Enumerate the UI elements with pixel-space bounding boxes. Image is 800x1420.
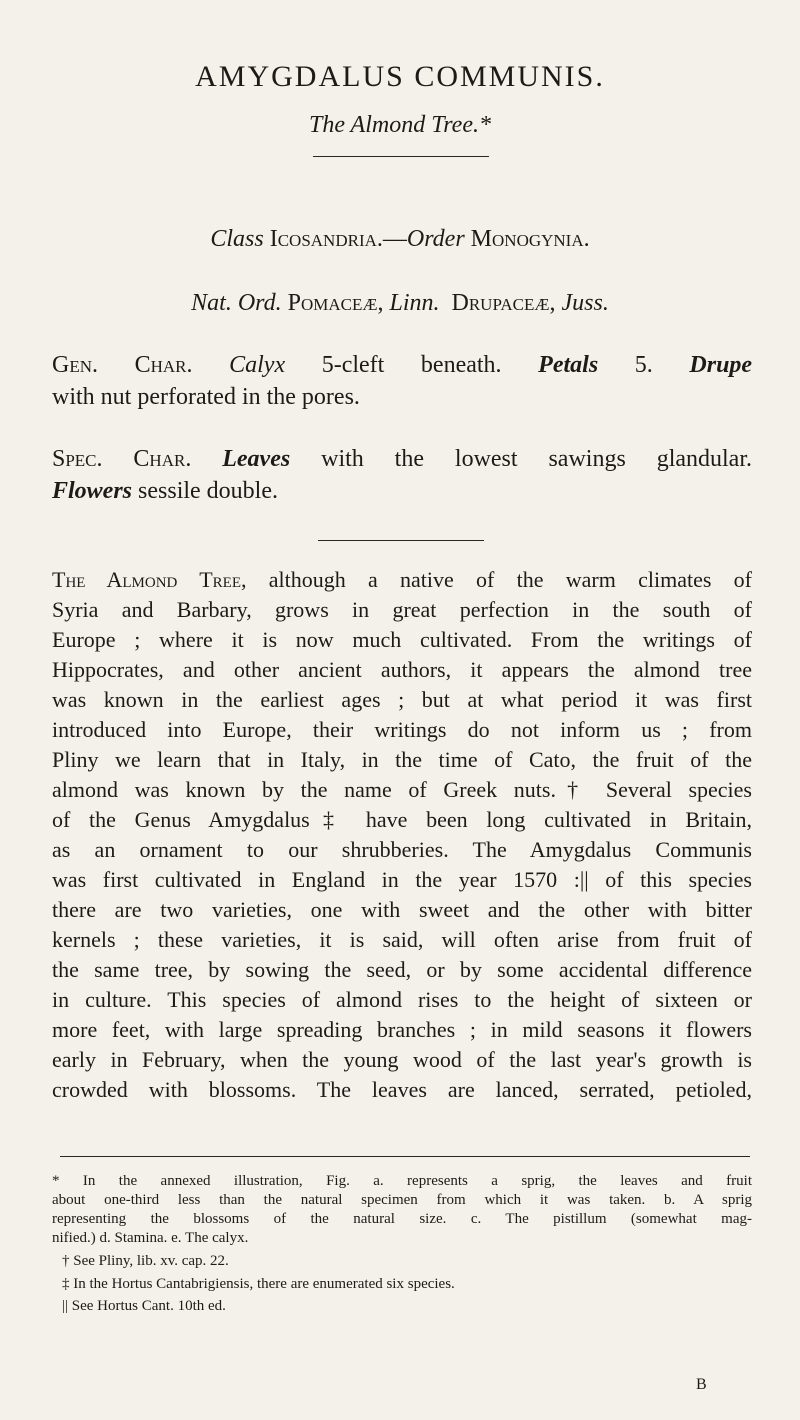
section-divider: [318, 540, 484, 541]
body-line: there are two varieties, one with sweet and the other with bitter: [52, 897, 752, 922]
generic-character-line: Gen. Char. Calyx 5-cleft beneath. Petals 5. Drupe: [52, 352, 753, 378]
signature-mark: B: [696, 1376, 707, 1393]
body-line: was known in the earliest ages ; but at what period it was first: [52, 687, 752, 712]
specific-character-line-2: Flowers sessile double.: [52, 478, 278, 504]
page-subtitle: The Almond Tree.*: [308, 112, 491, 138]
body-line: early in February, when the young wood of the last year's growth is: [52, 1047, 752, 1072]
footnote-4: || See Hortus Cant. 10th ed.: [62, 1298, 226, 1314]
body-line: in culture. This species of almond rises to the height of sixteen or: [52, 987, 752, 1012]
body-line: introduced into Europe, their writings do not inform us ; from: [52, 717, 752, 742]
footnote-1-cont: nified.) d. Stamina. e. The calyx.: [52, 1230, 249, 1246]
body-line: Europe ; where it is now much cultivated. From the writings of: [52, 627, 752, 652]
footnote-divider: [60, 1156, 750, 1157]
body-line: Pliny we learn that in Italy, in the time of Cato, the fruit of the: [52, 747, 752, 772]
body-line: almond was known by the name of Greek nuts.† Several species: [52, 777, 752, 802]
body-line: crowded with blossoms. The leaves are lanced, serrated, petioled,: [52, 1077, 752, 1102]
body-line: was first cultivated in England in the year 1570 :|| of this species: [52, 867, 752, 892]
body-line: Syria and Barbary, grows in great perfection in the south of: [52, 597, 752, 622]
specific-character-line: Spec. Char. Leaves with the lowest sawings glandular.: [52, 446, 752, 472]
footnote-2: † See Pliny, lib. xv. cap. 22.: [62, 1253, 229, 1269]
body-line: The Almond Tree, although a native of the warm climates of: [52, 567, 753, 592]
body-line: more feet, with large spreading branches ; in mild seasons it flowers: [52, 1017, 752, 1042]
generic-character-line-2: with nut perforated in the pores.: [52, 384, 360, 410]
body-line: as an ornament to our shrubberies. The Amygdalus Communis: [52, 837, 752, 862]
footnote-1-cont: about one-third less than the natural specimen from which it was taken. b. A sprig: [52, 1192, 752, 1208]
body-line: kernels ; these varieties, it is said, will often arise from fruit of: [52, 927, 752, 952]
body-line: of the Genus Amygdalus‡ have been long cultivated in Britain,: [52, 807, 752, 832]
footnote-1: * In the annexed illustration, Fig. a. represents a sprig, the leaves and fruit: [52, 1173, 752, 1189]
title-divider: [313, 156, 489, 157]
footnote-3: ‡ In the Hortus Cantabrigiensis, there are enumerated six species.: [62, 1276, 455, 1292]
footnote-1-cont: representing the blossoms of the natural size. c. The pistillum (somewhat mag-: [52, 1211, 752, 1227]
natural-order-line: Nat. Ord. Pomaceæ, Linn. Drupaceæ, Juss.: [191, 290, 609, 316]
body-line: the same tree, by sowing the seed, or by some accidental difference: [52, 957, 752, 982]
class-order-line: Class Icosandria.—Order Monogynia.: [210, 226, 590, 252]
body-line: Hippocrates, and other ancient authors, it appears the almond tree: [52, 657, 752, 682]
page-title: AMYGDALUS COMMUNIS.: [195, 60, 605, 93]
